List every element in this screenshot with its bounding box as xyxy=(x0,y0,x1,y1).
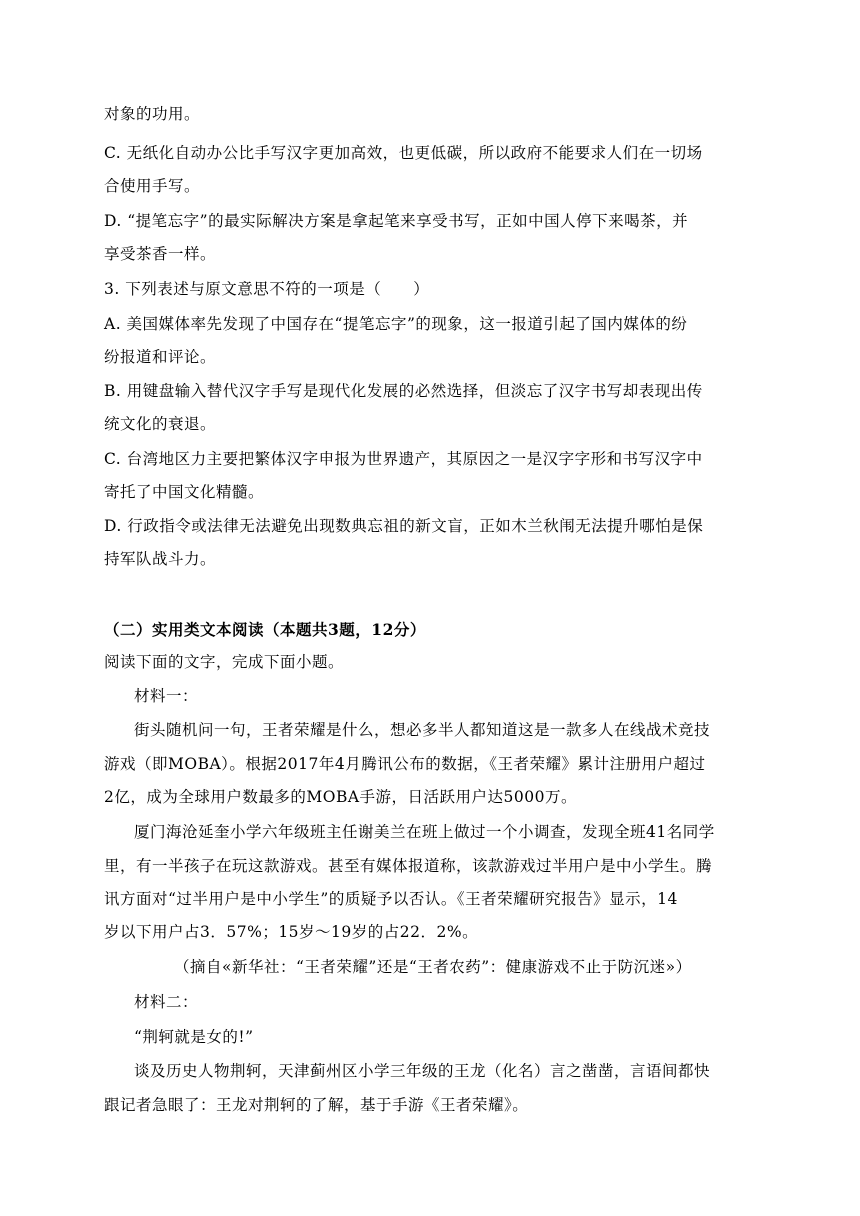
paragraph-line: 游戏（即MOBA）。根据2017年4月腾讯公布的数据，《王者荣耀》累计注册用户超过 xyxy=(104,755,706,773)
option-b-line-2: 统文化的衰退。 xyxy=(104,415,217,433)
option-d2-line-2: 持军队战斗力。 xyxy=(104,550,217,568)
paragraph-line: 街头随机问一句，王者荣耀是什么，想必多半人都知道这是一款多人在线战术竞技 xyxy=(134,721,711,739)
option-b-line-1: B. 用键盘输入替代汉字手写是现代化发展的必然选择，但淡忘了汉字书写却表现出传 xyxy=(104,382,703,400)
section-heading: （二）实用类文本阅读（本题共3题，12分） xyxy=(104,620,426,639)
option-c2-line-2: 寄托了中国文化精髓。 xyxy=(104,483,265,501)
material-2-label: 材料二： xyxy=(134,993,199,1011)
quote-line: “荆轲就是女的!” xyxy=(134,1028,254,1046)
option-d-line-2: 享受茶香一样。 xyxy=(104,245,217,263)
option-d-line-1: D. “提笔忘字”的最实际解决方案是拿起笔来享受书写，正如中国人停下来喝茶，并 xyxy=(104,212,689,230)
paragraph-line: 2亿，成为全球用户数最多的MOBA手游，日活跃用户达5000万。 xyxy=(104,788,577,806)
option-c-line-2: 合使用手写。 xyxy=(104,177,201,195)
paragraph-line: 讯方面对“过半用户是中小学生”的质疑予以否认。《王者荣耀研究报告》显示，14 xyxy=(104,890,678,908)
material-1-label: 材料一： xyxy=(134,687,199,705)
paragraph-line: 里，有一半孩子在玩这款游戏。甚至有媒体报道称，该款游戏过半用户是中小学生。腾 xyxy=(104,857,713,875)
option-c2-line-1: C. 台湾地区力主要把繁体汉字申报为世界遗产，其原因之一是汉字字形和书写汉字中 xyxy=(104,450,703,468)
instruction: 阅读下面的文字，完成下面小题。 xyxy=(104,653,345,671)
paragraph-line: 厦门海沧延奎小学六年级班主任谢美兰在班上做过一个小调查，发现全班41名同学 xyxy=(134,823,715,841)
paragraph-line: 岁以下用户占3．57%；15岁～19岁的占22．2%。 xyxy=(104,923,479,941)
option-a-line-2: 纷报道和评论。 xyxy=(104,348,217,366)
text-line: 对象的功用。 xyxy=(104,105,201,123)
paragraph-line: 跟记者急眼了：王龙对荆轲的了解，基于手游《王者荣耀》。 xyxy=(104,1096,529,1114)
question-3: 3. 下列表述与原文意思不符的一项是（ ） xyxy=(104,280,430,298)
paragraph-line: 谈及历史人物荆轲，天津蓟州区小学三年级的王龙（化名）言之凿凿，言语间都快 xyxy=(134,1062,711,1080)
source-citation: （摘自«新华社：“王者荣耀”还是“王者农药”：健康游戏不止于防沉迷»） xyxy=(174,958,692,976)
option-c-line-1: C. 无纸化自动办公比手写汉字更加高效，也更低碳，所以政府不能要求人们在一切场 xyxy=(104,144,703,162)
option-a-line-1: A. 美国媒体率先发现了中国存在“提笔忘字”的现象，这一报道引起了国内媒体的纷 xyxy=(104,315,688,333)
option-d2-line-1: D. 行政指令或法律无法避免出现数典忘祖的新文盲，正如木兰秋闱无法提升哪怕是保 xyxy=(104,517,704,535)
